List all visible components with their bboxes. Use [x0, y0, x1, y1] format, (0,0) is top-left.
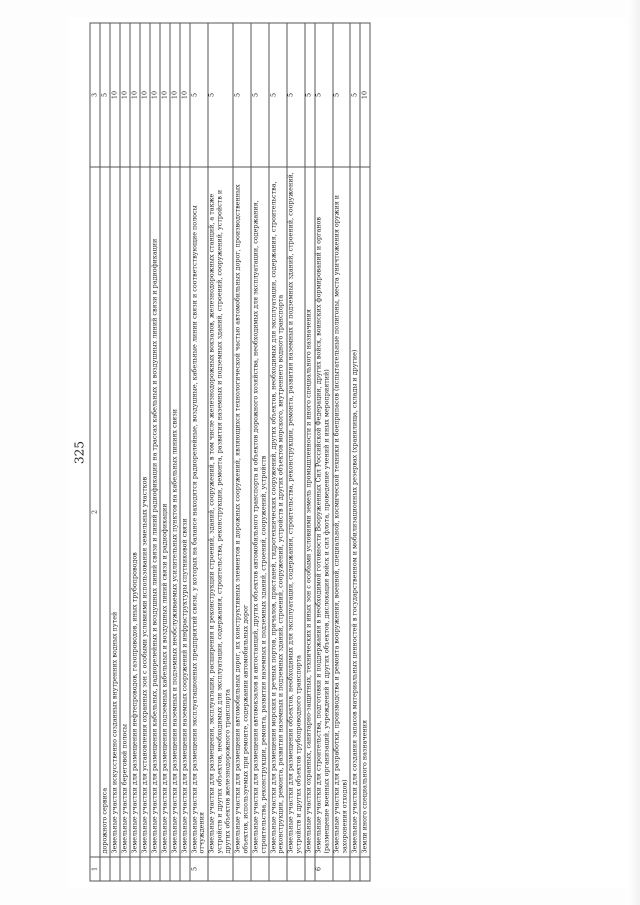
row-description-cell: Земельные участки для размещения кабельных, радиорелейных и воздушных линий связи и линий радиофикации на трассах кабельных и воздушных линий связи и радиофикации [150, 167, 160, 857]
table-row [150, 23, 160, 881]
row-number-cell: 6 [315, 857, 333, 881]
row-value-cell: 10 [130, 23, 140, 167]
row-description-cell: Земельные участки для размещения автомобильных дорог, их конструктивных элементов и дорожных сооружений, являющихся технологической частью автомобильных дорог, производственных объектов, используемых при ремонте, содержании автомобильных дорог [233, 167, 251, 857]
row-number-cell [208, 857, 234, 881]
row-value-cell: 5 [233, 23, 251, 167]
row-description-cell: Земельные участки охранных, санитарно-защитных, технических и иных зон с особыми условиями земель промышленности и иного специального назначения [305, 167, 315, 857]
row-description-cell: Земельные участки для размещения подземных кабельных и воздушных линий связи и радиофикации [160, 167, 170, 857]
row-number-cell [233, 857, 251, 881]
header-col-3: 3 [90, 23, 100, 167]
table-row [269, 23, 287, 881]
table-header-row [90, 23, 100, 881]
row-value-cell: 5 [100, 23, 110, 167]
row-value-cell: 10 [160, 23, 170, 167]
row-description-cell: Земельные участки искусственно созданных внутренних водных путей [110, 167, 120, 857]
row-description-cell: Земельные участки для размещения наземных и подземных необслуживаемых усилительных пунктов на кабельных линиях связи [170, 167, 180, 857]
row-number-cell [110, 857, 120, 881]
row-number-cell [180, 857, 190, 881]
row-number-cell [305, 857, 315, 881]
row-description-cell: Земельные участки для размещения эксплуатационных предприятий связи, у которых на балансе находятся радиорелейные, воздушные, кабельные линии связи и соответствующие полосы отчуждения [190, 167, 208, 857]
row-number-cell [333, 857, 351, 881]
row-description-cell: Земельные участки для размещения морских и речных портов, причалов, пристаней, гидротехнических сооружений, других объектов, необходимых для эксплуатации, содержания, строительства, реконструкции, ремонта, развития наземных и подземных зданий, строений, сооружений, устройств и других объектов морского, внутреннего водного транспорта [269, 167, 287, 857]
table-body [90, 23, 370, 881]
row-value-cell: 10 [110, 23, 120, 167]
row-description-cell: Земельные участки для размещения объектов, необходимых для эксплуатации, содержания, строительства, реконструкции, ремонта, развития наземных и подземных зданий, строений, сооружений, устройств и других объектов трубопроводного транспорта [287, 167, 305, 857]
table-row [190, 23, 208, 881]
table-row [350, 23, 360, 881]
row-description-cell: Земли иного специального назначения [360, 167, 370, 857]
row-description-cell: Земельные участки для строительства, подготовки и поддержания в необходимой готовности Вооруженных Сил Российской Федерации, других войск, воинских формирований и органов (размещение военных организаций, учреждений и других объектов, дислокация войск и сил флота, проведение учений и иных мероприятий) [315, 167, 333, 857]
row-description-cell: Земельные участки для размещения наземных сооружений и инфраструктуры спутниковой связи [180, 167, 190, 857]
row-value-cell: 5 [269, 23, 287, 167]
table-row [315, 23, 333, 881]
table-row [160, 23, 170, 881]
table-row [120, 23, 130, 881]
table-row [233, 23, 251, 881]
row-description-cell: Земельные участки береговой полосы [120, 167, 130, 857]
row-value-cell: 10 [140, 23, 150, 167]
table-row [130, 23, 140, 881]
row-description-cell: Земельные участки для размещения, эксплуатации, расширения и реконструкции строений, зданий, сооружений, в том числе железнодорожных вокзалов, железнодорожных станций, а также устройств и других объектов, необходимых для эксплуатации, содержания, строительства, реконструкции, ремонта, развития наземных и подземных зданий, строений, сооружений, устройств и других объектов железнодорожного транспорта [208, 167, 234, 857]
tariff-table [90, 23, 371, 882]
table-row [305, 23, 315, 881]
row-number-cell [287, 857, 305, 881]
table-row [180, 23, 190, 881]
row-value-cell: 10 [170, 23, 180, 167]
row-number-cell [120, 857, 130, 881]
row-description-cell: Земельные участки для размещения нефтепроводов, газопроводов, иных трубопроводов [130, 167, 140, 857]
row-value-cell: 10 [120, 23, 130, 167]
row-value-cell: 5 [287, 23, 305, 167]
row-value-cell: 5 [251, 23, 269, 167]
page-number: 325 [72, 441, 87, 464]
header-col-2: 2 [90, 167, 100, 857]
table-row [360, 23, 370, 881]
table-row [100, 23, 110, 881]
row-value-cell: 5 [208, 23, 234, 167]
row-description-cell: дорожного сервиса [100, 167, 110, 857]
table-row [208, 23, 234, 881]
row-value-cell: 5 [350, 23, 360, 167]
row-number-cell [160, 857, 170, 881]
row-description-cell: Земельные участки для размещения автовокзалов и автостанций, других объектов автомобильного транспорта и объектов дорожного хозяйства, необходимых для эксплуатации, содержания, строительства, реконструкции, ремонта, развития наземных и подземных зданий, строений, сооружений, устройств [251, 167, 269, 857]
row-value-cell: 10 [180, 23, 190, 167]
row-value-cell: 5 [305, 23, 315, 167]
row-number-cell [360, 857, 370, 881]
table-row [110, 23, 120, 881]
row-number-cell [140, 857, 150, 881]
row-number-cell [100, 857, 110, 881]
row-value-cell: 10 [150, 23, 160, 167]
row-value-cell: 5 [333, 23, 351, 167]
table-row [251, 23, 269, 881]
row-description-cell: Земельные участки для установления охранных зон с особыми условиями использования земельных участков [140, 167, 150, 857]
scan-edge-shadow [628, 0, 640, 905]
table-row [287, 23, 305, 881]
row-number-cell [150, 857, 160, 881]
row-number-cell [269, 857, 287, 881]
row-number-cell [170, 857, 180, 881]
row-description-cell: Земельные участки для разработки, производства и ремонта вооружения, военной, специальной, космической техники и боеприпасов (испытательные полигоны, места уничтожения оружия и захоронения отходов) [333, 167, 351, 857]
table-row [333, 23, 351, 881]
header-col-1: 1 [90, 857, 100, 881]
row-number-cell [130, 857, 140, 881]
row-number-cell [350, 857, 360, 881]
row-number-cell [251, 857, 269, 881]
table-row [170, 23, 180, 881]
table-row [140, 23, 150, 881]
row-value-cell: 5 [190, 23, 208, 167]
row-value-cell: 5 [315, 23, 333, 167]
row-number-cell: 5 [190, 857, 208, 881]
row-value-cell: 10 [360, 23, 370, 167]
rotated-document-page [68, 18, 640, 888]
row-description-cell: Земельные участки для создания запасов материальных ценностей в государственном и мобилизационных резервах (хранилища, склады и другие) [350, 167, 360, 857]
